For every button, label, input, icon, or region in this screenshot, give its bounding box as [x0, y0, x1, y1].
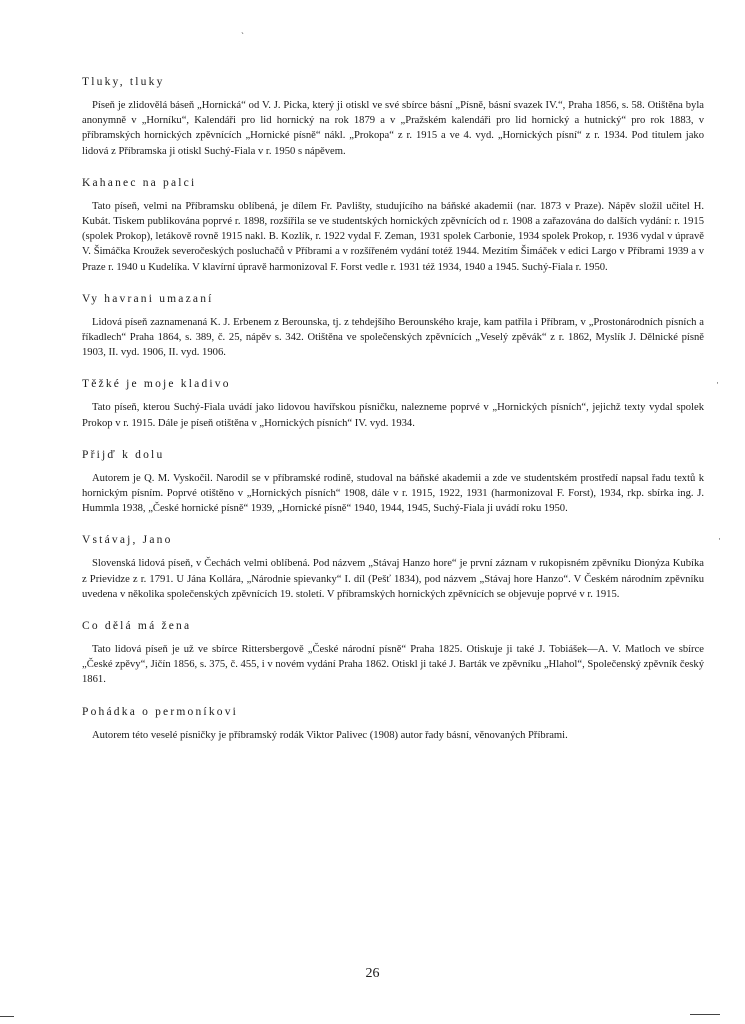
section-title: Těžké je moje kladivo: [82, 378, 231, 391]
scan-speck: ·: [718, 534, 721, 544]
section-body: Píseň je zlidovělá báseň „Hornická“ od V. J. Picka, který ji otiskl ve své sbírce básní „Písně, básní svazek IV.“, Praha 1856, s. 58. Otištěna byla anonymně v „Horníku“, Kalendáři pro lid hornický na rok 1879 a v „Pražském kalendáři pro lid hornický a hutnický“ pro rok 1883, v příbramských hornických zpěvnících „Hornické písně“ nákl. „Prokopa“ z r. 1915 a ve 4. vyd. „Hornických písní“ z r. 1934. Pod titulem jako lidová z Příbramska ji otiskl Suchý-Fiala v r. 1950 s nápěvem.: [82, 100, 704, 157]
section-co-dela-ma-zena: [82, 620, 704, 688]
scan-line: [0, 1016, 14, 1017]
section-pohadka-o-permonikovi: [82, 706, 704, 743]
section-title: Pohádka o permoníkovi: [82, 705, 239, 718]
section-title: Kahanec na palci: [82, 176, 197, 189]
section-prijd-k-dolu: [82, 449, 704, 517]
page-number: 26: [365, 966, 380, 981]
section-body: Autorem je Q. M. Vyskočil. Narodil se v příbramské rodině, studoval na báňské akademii a zde ve studentském prostředí napsal řadu textů k hornickým písním. Poprvé otištěno v „Hornických písních“ 1908, dále v r. 1915, 1922, 1931 (harmonizoval F. Forst), 1934, rkp. sbírka ing. J. Hummla 1938, „České hornické písně“ 1939, „Hornické písně“ 1940, 1944, 1945, Suchý-Fiala ji uvádí roku 1950.: [82, 472, 704, 515]
scan-line: [690, 1014, 720, 1015]
section-body: Tato píseň, kterou Suchý-Fiala uvádí jako lidovou havířskou písničku, nalezneme poprvé v „Hornických písních“, jejichž texty vydal spolek Prokop v r. 1915. Dále je píseň otištěna v „Hornických písních“ IV. vyd. 1934.: [82, 402, 704, 429]
document-page: [82, 76, 704, 761]
section-tezke-je-moje-kladivo: [82, 378, 704, 430]
section-vstavaj-jano: [82, 534, 704, 602]
section-tluky-tluky: [82, 76, 704, 159]
section-vy-havrani-umazani: [82, 293, 704, 361]
section-body: Slovenská lidová píseň, v Čechách velmi oblíbená. Pod názvem „Stávaj Hanzo hore“ je první záznam v rukopisném zpěvníku Dionýza Kubíka z Prievidze z r. 1791. U Jána Kollára, „Národnie spievanky“ I. díl (Pešť 1834), pod názvem „Stávaj hore Hanzo“. V Českém národním zpěvníku uvedena v několika společenských zpěvnících 19. století. V příbramských hornických zpěvnících se objevuje poprvé v r. 1915.: [82, 558, 704, 600]
section-title: Vy havrani umazaní: [82, 292, 214, 305]
scan-speck: ˎ: [241, 24, 244, 34]
section-kahanec-na-palci: [82, 177, 704, 275]
section-title: Co dělá má žena: [82, 620, 192, 633]
section-title: Tluky, tluky: [82, 76, 165, 88]
scan-speck: ·: [716, 378, 719, 388]
section-body: Tato lidová píseň je už ve sbírce Rittersbergově „České národní písně“ Praha 1825. Otiskuje ji také J. Tobiášek—A. V. Matloch ve sbírce „České zpěvy“, Jičín 1856, s. 375, č. 455, i v novém vydání Praha 1862. Otiskl ji také J. Barták ve zpěvníku „Hlahol“, Společenský zpěvník český 1861.: [82, 644, 704, 686]
section-body: Tato píseň, velmi na Příbramsku oblíbená, je dílem Fr. Pavlišty, studujícího na báňské akademii (nar. 1873 v Praze). Nápěv složil učitel H. Kubát. Tiskem publikována poprvé r. 1898, rozšířila se ve studentských hornických zpěvnících od r. 1908 a zařazována do dalších vydání: r. 1915 (spolek Prokop), letákově rovně 1915 nakl. B. Kozlík, r. 1922 vydal F. Zeman, 1931 spolek Carbonie, 1934 spolek Prokop, r. 1936 vydal v úpravě V. Šimáčka Kroužek severočeských posluchačů v Příbrami a v rozšířeném vydání totéž 1944. Mezitím Šimáček v edici Largo v Příbrami 1939 a v Praze r. 1940 u Kudelíka. V klavírní úpravě harmonizoval F. Forst vedle r. 1931 též 1934, 1940 a 1945. Suchý-Fiala r. 1950.: [82, 200, 704, 273]
section-body: Lidová píseň zaznamenaná K. J. Erbenem z Berounska, tj. z tehdejšího Berounského kraje, kam patřila i Příbram, v „Prostonárodních písních a říkadlech“ Praha 1864, s. 389, č. 25, nápěv s. 342. Otištěna ve společenských zpěvnících „Veselý zpěvák“ z r. 1862, Myslík J. Dělnické písně 1903, II. vyd. 1906, II. vyd. 1906.: [82, 316, 704, 359]
section-title: Vstávaj, Jano: [82, 534, 173, 547]
section-title: Přijď k dolu: [82, 448, 165, 461]
section-body: Autorem této veselé písničky je příbramský rodák Viktor Palivec (1908) autor řady básní, věnovaných Příbrami.: [92, 729, 568, 741]
